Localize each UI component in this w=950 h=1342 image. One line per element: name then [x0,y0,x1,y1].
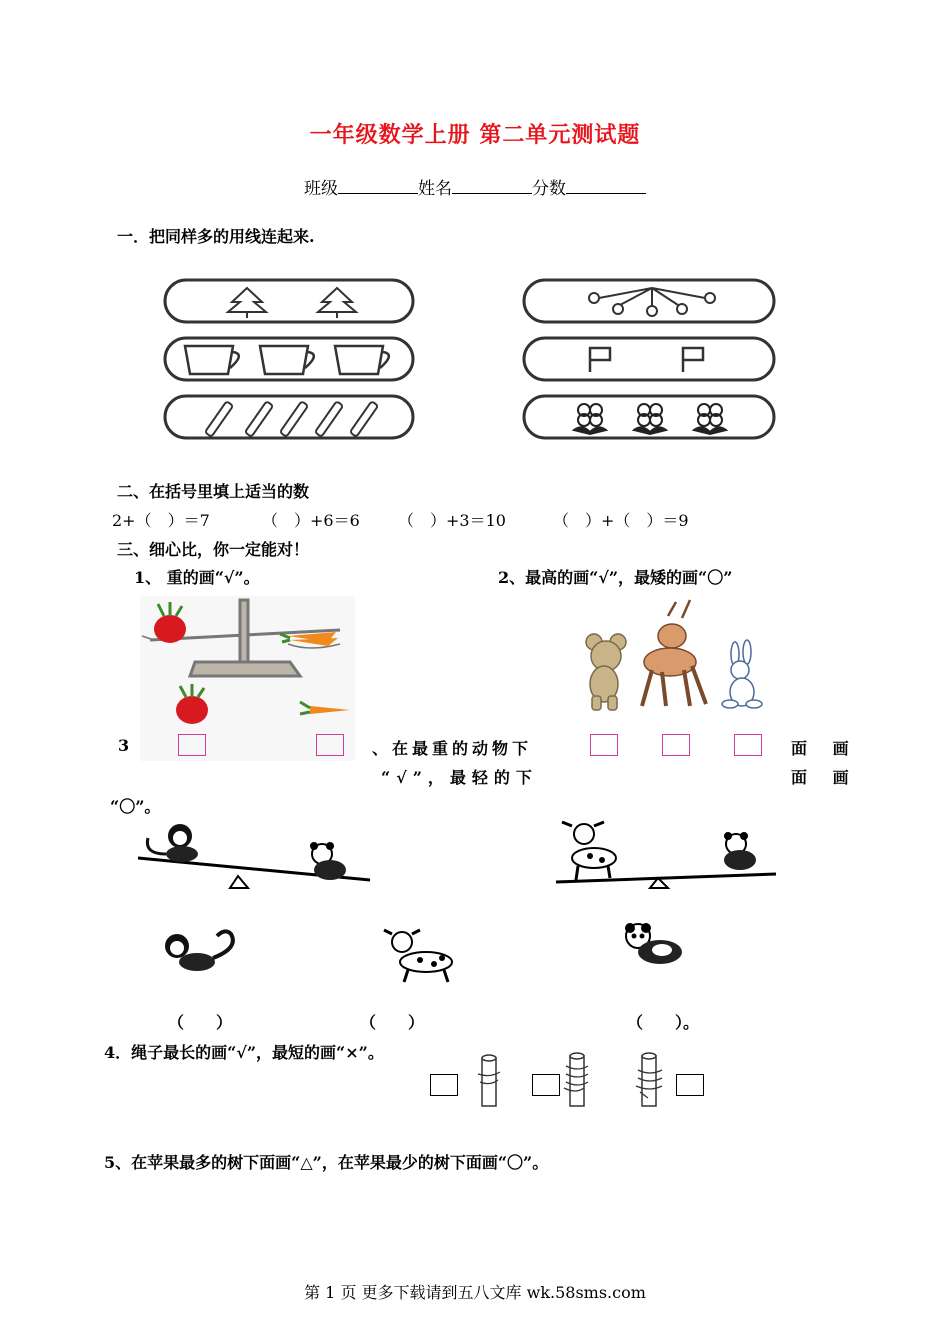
answer-box-radish[interactable] [178,734,206,756]
q3-sub3-text-c: “√”，最轻的下 [381,768,538,787]
q2-heading: 二、在括号里填上适当的数 [117,482,310,501]
deer-icon [562,822,616,880]
q3-sub2: 2、最高的画“√”，最矮的画“〇” [498,568,733,587]
paren-deer[interactable]: （ ） [360,1013,425,1032]
name-blank[interactable] [452,177,532,194]
class-blank[interactable] [338,177,418,194]
q2-item-1[interactable]: 2+（ ）＝7 [112,511,210,530]
monkey-icon [155,928,245,978]
animals-height-figure [572,596,777,756]
name-label: 姓名 [418,179,452,199]
pill-trees [165,280,413,322]
page-footer: 第 1 页 更多下载请到五八文库 wk.58sms.com [304,1283,646,1302]
page-title: 一年级数学上册 第二单元测试题 [309,122,641,148]
q5-text: 5、在苹果最多的树下面画“△”，在苹果最少的树下面画“〇”。 [104,1153,549,1172]
post-icon [482,1053,656,1106]
paren-panda[interactable]: （ ）。 [627,1013,700,1032]
q2-item-3[interactable]: （ ）+3＝10 [398,511,506,530]
seesaw-monkey-panda [130,820,380,895]
answer-box-rope-1[interactable] [430,1074,458,1096]
score-blank[interactable] [566,177,646,194]
class-label: 班级 [304,179,338,199]
q3-sub1: 1、 重的画“√”。 [134,568,260,587]
cup-icon [185,346,389,374]
balloon-icon [589,288,715,316]
monkey-icon [147,824,198,862]
q3-sub3-text-e: “〇”。 [110,797,161,816]
answer-box-carrot[interactable] [316,734,344,756]
q3-sub3-text-a: 、在最重的动物下 [372,739,533,758]
answer-box-rabbit[interactable] [734,734,762,756]
answer-box-rope-3[interactable] [676,1074,704,1096]
matching-figure [160,276,780,446]
panda-icon [724,832,756,870]
student-info-line [0,174,950,199]
q3-sub3-text-d: 面 画 [791,768,859,787]
q4-text: 4．绳子最长的画“√”，最短的画“×”。 [104,1043,384,1062]
q3-sub3-number: 3 [118,736,130,755]
stick-icon [205,401,378,437]
q2-item-2[interactable]: （ ）+6＝6 [262,511,360,530]
score-label: 分数 [532,179,566,199]
flower-icon [574,404,726,434]
answer-box-bear[interactable] [590,734,618,756]
panda-icon [620,922,690,967]
ropes-figure [476,1052,676,1110]
deer-icon [382,928,462,983]
tree-icon [228,288,356,318]
q3-heading: 三、细心比，你一定能对！ [117,540,310,559]
q3-sub3-text-b: 面 画 [791,739,859,758]
seesaw-deer-panda [550,818,780,893]
flag-icon [590,348,703,372]
paren-monkey[interactable]: （ ） [168,1013,233,1032]
pill-flags [524,338,774,380]
q2-item-4[interactable]: （ ）+（ ）＝9 [553,511,689,530]
q1-heading: 一．把同样多的用线连起来. [117,227,315,246]
answer-box-deer[interactable] [662,734,690,756]
